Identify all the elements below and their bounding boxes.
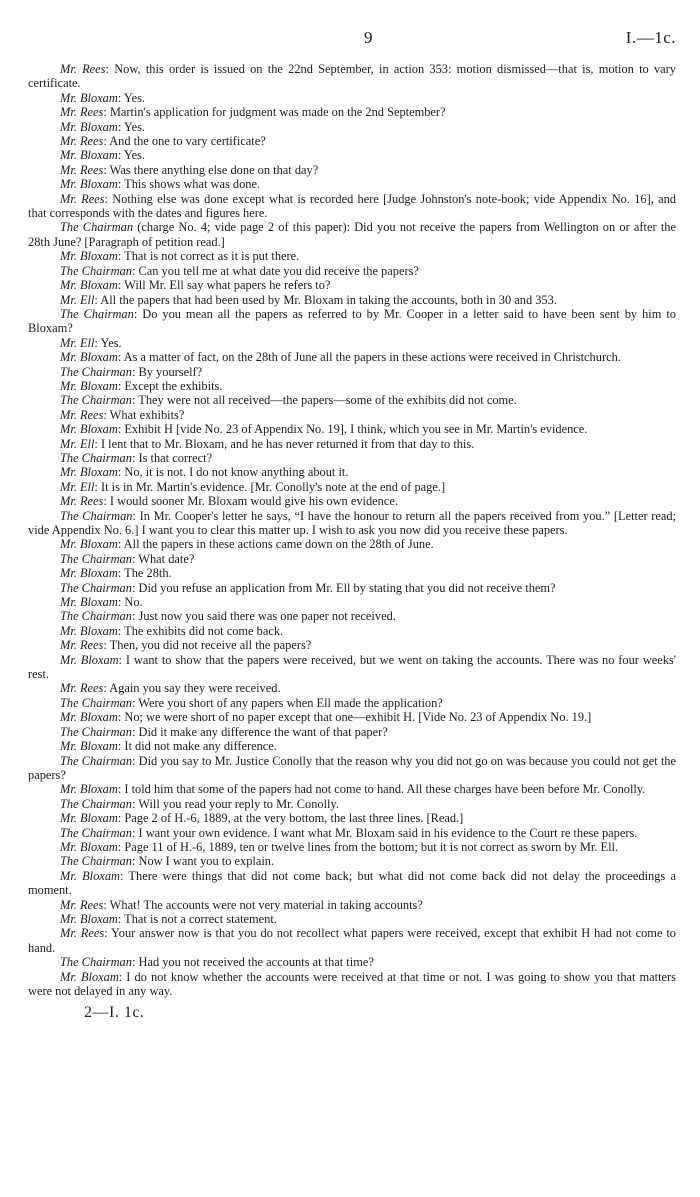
transcript-paragraph	[28, 264, 676, 278]
speech-text: : As a matter of fact, on the 28th of June all the papers in these actions were received in Christchurch.	[117, 350, 621, 365]
transcript-paragraph	[28, 278, 676, 292]
speech-text: : That is not a correct statement.	[117, 911, 277, 926]
speaker-name: Mr. Bloxam	[60, 422, 118, 437]
speech-text: : No, it is not. I do not know anything about it.	[117, 465, 349, 480]
transcript-paragraph	[28, 62, 676, 91]
transcript-paragraph	[28, 811, 676, 825]
speech-text: : In Mr. Cooper's letter he says, “I have the honour to return all the papers received from you.” [Letter read; vide Appendix No. 6.] I want you to clear this matter up. I wish to ask you now did you receive these papers.	[28, 508, 676, 537]
speaker-name: The Chairman	[60, 580, 132, 595]
speaker-name: Mr. Rees	[60, 62, 106, 76]
speech-text: : Is that correct?	[131, 450, 213, 465]
transcript-paragraph	[28, 782, 676, 796]
page-number: 9	[364, 28, 373, 47]
transcript-paragraph	[28, 739, 676, 753]
speech-text: : The 28th.	[117, 566, 172, 581]
speech-text: : I lent that to Mr. Bloxam, and he has never returned it from that day to this.	[94, 436, 475, 451]
transcript-paragraph	[28, 91, 676, 105]
speaker-name: The Chairman	[60, 220, 134, 235]
transcript-paragraph	[28, 797, 676, 811]
speech-text: : Do you mean all the papers as referred to by Mr. Cooper in a letter said to have been sent by him to Bloxam?	[28, 306, 676, 336]
transcript-paragraph	[28, 681, 676, 695]
speech-text: : This shows what was done.	[117, 177, 261, 192]
speaker-name: Mr. Bloxam	[60, 566, 118, 581]
speaker-name: Mr. Bloxam	[60, 595, 118, 610]
transcript-paragraph	[28, 970, 676, 999]
speaker-name: The Chairman	[60, 825, 132, 840]
speech-text: : Just now you said there was one paper not received.	[131, 609, 396, 624]
speech-text: : Yes.	[117, 119, 146, 134]
transcript-paragraph	[28, 624, 676, 638]
speaker-name: Mr. Rees	[60, 407, 104, 422]
speech-text: : Your answer now is that you do not recollect what papers were received, except that exhibit H had not come to hand.	[28, 926, 676, 955]
transcript-paragraph	[28, 826, 676, 840]
transcript-paragraph	[28, 494, 676, 508]
speech-text: : Had you not received the accounts at that time?	[131, 955, 374, 970]
speech-text: : Did you say to Mr. Justice Conolly that the reason why you did not go on was because you could not get the papers?	[28, 753, 676, 782]
speech-text: : What! The accounts were not very material in taking accounts?	[103, 897, 423, 912]
transcript-paragraph	[28, 177, 676, 191]
speech-text: : I do not know whether the accounts were received at that time or not. I was going to show you that matters were not delayed in any way.	[28, 969, 676, 998]
page-signature: 2—I. 1c.	[84, 1004, 145, 1022]
speech-text: : It did not make any difference.	[117, 739, 277, 754]
speaker-name: The Chairman	[60, 508, 133, 523]
page-header	[28, 26, 676, 62]
speech-text: : I want your own evidence. I want what Mr. Bloxam said in his evidence to the Court re these papers.	[131, 825, 638, 840]
speech-text: : Nothing else was done except what is recorded here [Judge Johnston's note-book; vide Appendix No. 16], and that corresponds with the dates and figures here.	[28, 191, 676, 221]
transcript-paragraph	[28, 926, 676, 955]
speech-text: : The exhibits did not come back.	[117, 623, 284, 638]
speech-text: : I told him that some of the papers had not come to hand. All these charges have been before Mr. Conolly.	[117, 782, 646, 797]
speech-text: : I want to show that the papers were received, but we went on taking the accounts. There was no four weeks' rest.	[28, 652, 676, 682]
transcript-paragraph	[28, 249, 676, 263]
speaker-name: Mr. Bloxam	[60, 177, 118, 192]
transcript-paragraph	[28, 869, 676, 898]
speaker-name: The Chairman	[60, 609, 132, 624]
speaker-name: Mr. Bloxam	[60, 710, 118, 725]
transcript-paragraph	[28, 422, 676, 436]
transcript-paragraph	[28, 537, 676, 551]
speaker-name: Mr. Ell	[60, 292, 95, 307]
speech-text: : That is not correct as it is put there.	[117, 249, 300, 264]
speech-text: : There were things that did not come back; but what did not come back did not delay the proceedings a moment.	[28, 868, 676, 898]
speaker-name: Mr. Bloxam	[60, 969, 119, 984]
transcript-paragraph	[28, 408, 676, 422]
speech-text: : Page 11 of H.-6, 1889, ten or twelve lines from the bottom; but it is not correct as sworn by Mr. Ell.	[117, 839, 619, 854]
speaker-name: The Chairman	[60, 450, 132, 465]
speaker-name: The Chairman	[60, 551, 132, 566]
speaker-name: The Chairman	[60, 263, 132, 278]
speaker-name: Mr. Rees	[60, 105, 104, 120]
speaker-name: Mr. Rees	[60, 191, 105, 206]
transcript-paragraph	[28, 307, 676, 336]
speaker-name: Mr. Ell	[60, 436, 95, 451]
transcript-paragraph	[28, 710, 676, 724]
speech-text: : No.	[117, 595, 143, 610]
transcript-paragraph	[28, 465, 676, 479]
speech-text: : Then, you did not receive all the papers?	[103, 638, 312, 653]
speaker-name: The Chairman	[60, 955, 132, 970]
speaker-name: Mr. Bloxam	[60, 465, 118, 480]
speaker-name: Mr. Bloxam	[60, 119, 118, 134]
speaker-name: Mr. Rees	[60, 494, 104, 509]
transcript-paragraph	[28, 566, 676, 580]
speech-text: : Did it make any difference the want of that paper?	[131, 724, 388, 739]
transcript-paragraph	[28, 509, 676, 538]
speech-text: : Was there anything else done on that day?	[103, 162, 319, 177]
speaker-name: Mr. Bloxam	[60, 378, 118, 393]
speaker-name: Mr. Rees	[60, 134, 104, 149]
speaker-name: Mr. Bloxam	[60, 90, 118, 105]
speech-text: : And the one to vary certificate?	[103, 134, 266, 149]
speaker-name: Mr. Rees	[60, 926, 105, 941]
speaker-name: Mr. Bloxam	[60, 249, 118, 264]
speaker-name: Mr. Rees	[60, 638, 104, 653]
transcript-paragraph	[28, 581, 676, 595]
speaker-name: The Chairman	[60, 796, 132, 811]
transcript-paragraph	[28, 336, 676, 350]
speaker-name: Mr. Bloxam	[60, 278, 118, 293]
speaker-name: The Chairman	[60, 306, 134, 321]
speech-text: : Yes.	[117, 90, 146, 105]
speaker-name: Mr. Bloxam	[60, 811, 118, 826]
transcript-paragraph	[28, 134, 676, 148]
transcript-paragraph	[28, 437, 676, 451]
speech-text: : Will Mr. Ell say what papers he refers to?	[117, 278, 331, 293]
speech-text: : By yourself?	[131, 364, 203, 379]
speech-text: : Exhibit H [vide No. 23 of Appendix No. 19], I think, which you see in Mr. Martin's evidence.	[117, 422, 588, 437]
speaker-name: The Chairman	[60, 854, 132, 869]
speaker-name: Mr. Ell	[60, 479, 95, 494]
transcript-paragraph	[28, 653, 676, 682]
speech-text: : Now I want you to explain.	[131, 854, 275, 869]
transcript-paragraph	[28, 595, 676, 609]
speech-text: : Can you tell me at what date you did receive the papers?	[131, 263, 419, 278]
transcript-paragraph	[28, 192, 676, 221]
transcript-paragraph	[28, 552, 676, 566]
transcript-paragraph	[28, 451, 676, 465]
transcript-paragraph	[28, 293, 676, 307]
transcript-paragraph	[28, 105, 676, 119]
transcript-paragraph	[28, 379, 676, 393]
speech-text: : No; we were short of no paper except that one—exhibit H. [Vide No. 23 of Appendix No. 19.]	[117, 710, 592, 725]
transcript-paragraph	[28, 696, 676, 710]
transcript-paragraph	[28, 912, 676, 926]
speech-text: : Page 2 of H.-6, 1889, at the very bottom, the last three lines. [Read.]	[117, 811, 464, 826]
speaker-name: Mr. Bloxam	[60, 350, 118, 365]
transcript-paragraph	[28, 120, 676, 134]
transcript-paragraph	[28, 480, 676, 494]
transcript-paragraph	[28, 220, 676, 249]
speaker-name: The Chairman	[60, 753, 133, 768]
speaker-name: The Chairman	[60, 364, 132, 379]
speech-text: : Now, this order is issued on the 22nd September, in action 353: motion dismissed—that is, motion to vary certificate.	[28, 62, 677, 91]
transcript-paragraph	[28, 148, 676, 162]
transcript-paragraph	[28, 854, 676, 868]
transcript-body	[28, 62, 676, 998]
speaker-name: Mr. Bloxam	[60, 652, 119, 667]
speech-text: (charge No. 4; vide page 2 of this paper): Did you not receive the papers from Wellington on or after the 28th June? [Paragraph of petition read.]	[28, 220, 676, 249]
transcript-paragraph	[28, 754, 676, 783]
speaker-name: Mr. Rees	[60, 897, 104, 912]
speech-text: : Yes.	[117, 148, 146, 163]
speaker-name: Mr. Bloxam	[60, 537, 118, 552]
speaker-name: The Chairman	[60, 724, 132, 739]
speech-text: : Yes.	[94, 335, 122, 350]
speech-text: : All the papers that had been used by Mr. Bloxam in taking the accounts, both in 30 and 353.	[94, 292, 557, 307]
speaker-name: Mr. Bloxam	[60, 739, 118, 754]
transcript-paragraph	[28, 350, 676, 364]
speech-text: : What date?	[131, 551, 195, 566]
transcript-paragraph	[28, 393, 676, 407]
speech-text: : All the papers in these actions came down on the 28th of June.	[117, 537, 434, 552]
speech-text: : Did you refuse an application from Mr. Ell by stating that you did not receive them?	[131, 580, 556, 595]
speech-text: : Martin's application for judgment was made on the 2nd September?	[103, 105, 446, 120]
transcript-paragraph	[28, 609, 676, 623]
speech-text: : They were not all received—the papers—some of the exhibits did not come.	[131, 393, 517, 408]
transcript-paragraph	[28, 638, 676, 652]
speech-text: : What exhibits?	[103, 407, 185, 422]
speaker-name: Mr. Ell	[60, 335, 95, 350]
document-reference: I.—1c.	[625, 28, 676, 47]
transcript-paragraph	[28, 955, 676, 969]
speaker-name: Mr. Bloxam	[60, 839, 118, 854]
speaker-name: Mr. Bloxam	[60, 148, 118, 163]
speaker-name: Mr. Bloxam	[60, 623, 118, 638]
speaker-name: The Chairman	[60, 393, 132, 408]
speech-text: : It is in Mr. Martin's evidence. [Mr. Conolly's note at the end of page.]	[94, 479, 446, 494]
speaker-name: Mr. Bloxam	[60, 868, 120, 883]
speaker-name: Mr. Bloxam	[60, 911, 118, 926]
speech-text: : I would sooner Mr. Bloxam would give his own evidence.	[103, 494, 398, 509]
transcript-paragraph	[28, 840, 676, 854]
speaker-name: Mr. Bloxam	[60, 782, 118, 797]
transcript-paragraph	[28, 365, 676, 379]
speaker-name: The Chairman	[60, 695, 132, 710]
speech-text: : Except the exhibits.	[117, 378, 223, 393]
speaker-name: Mr. Rees	[60, 162, 104, 177]
transcript-paragraph	[28, 163, 676, 177]
transcript-paragraph	[28, 725, 676, 739]
speech-text: : Will you read your reply to Mr. Conolly.	[131, 796, 339, 811]
speaker-name: Mr. Rees	[60, 681, 104, 696]
speech-text: : Again you say they were received.	[103, 681, 281, 696]
speech-text: : Were you short of any papers when Ell made the application?	[131, 695, 443, 710]
transcript-paragraph	[28, 898, 676, 912]
